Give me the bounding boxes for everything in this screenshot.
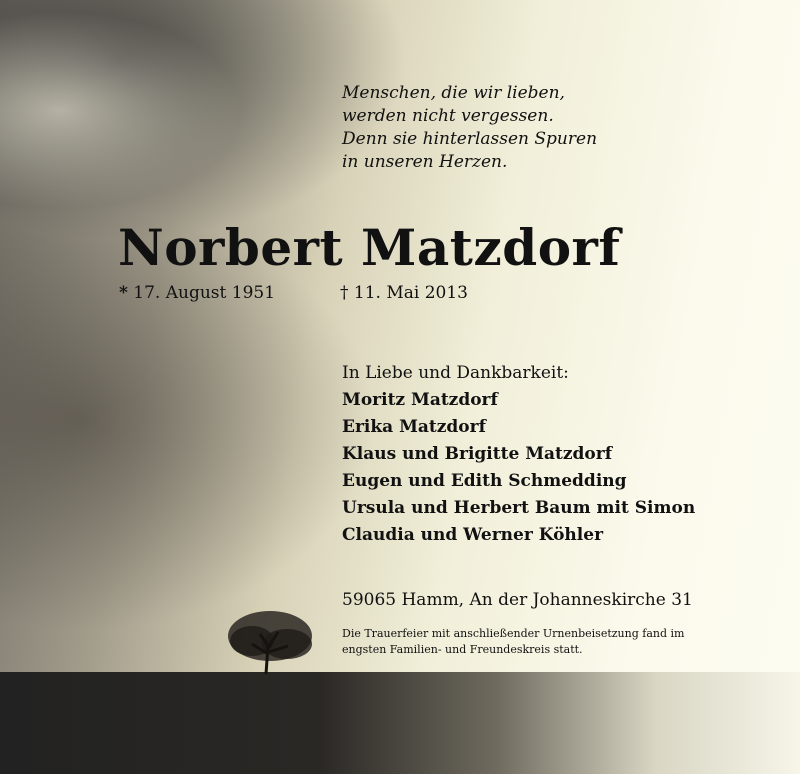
birth-date <box>119 283 275 303</box>
funeral-note <box>342 626 684 658</box>
mourner-name: Moritz Matzdorf <box>342 390 498 410</box>
memorial-quote <box>342 82 597 174</box>
mourner-name: Ursula und Herbert Baum mit Simon <box>342 498 696 518</box>
ground-silhouette <box>0 672 800 774</box>
address: 59065 Hamm, An der Johanneskirche 31 <box>342 590 693 610</box>
death-date-text: 11. Mai 2013 <box>353 283 468 303</box>
mourner-name: Claudia und Werner Köhler <box>342 525 604 545</box>
quote-line: werden nicht vergessen. <box>342 106 554 126</box>
note-line: Die Trauerfeier mit anschließender Urnenbeisetzung fand im <box>342 627 685 640</box>
tree-silhouette-icon <box>222 606 322 676</box>
birth-date-text: 17. August 1951 <box>133 283 276 303</box>
mourner-name: Erika Matzdorf <box>342 417 486 437</box>
mourners-intro: In Liebe und Dankbarkeit: <box>342 363 569 383</box>
death-date <box>340 283 468 303</box>
quote-line: in unseren Herzen. <box>342 152 508 172</box>
mourner-name: Klaus und Brigitte Matzdorf <box>342 444 613 464</box>
quote-line: Denn sie hinterlassen Spuren <box>342 129 598 149</box>
note-line: engsten Familien- und Freundeskreis statt. <box>342 643 583 656</box>
death-cross-icon: † <box>340 283 349 303</box>
mourner-name: Eugen und Edith Schmedding <box>342 471 627 491</box>
birth-star-icon: * <box>119 283 128 303</box>
quote-line: Menschen, die wir lieben, <box>342 83 565 103</box>
mourners-list <box>342 360 695 549</box>
deceased-name: Norbert Matzdorf <box>118 218 621 277</box>
